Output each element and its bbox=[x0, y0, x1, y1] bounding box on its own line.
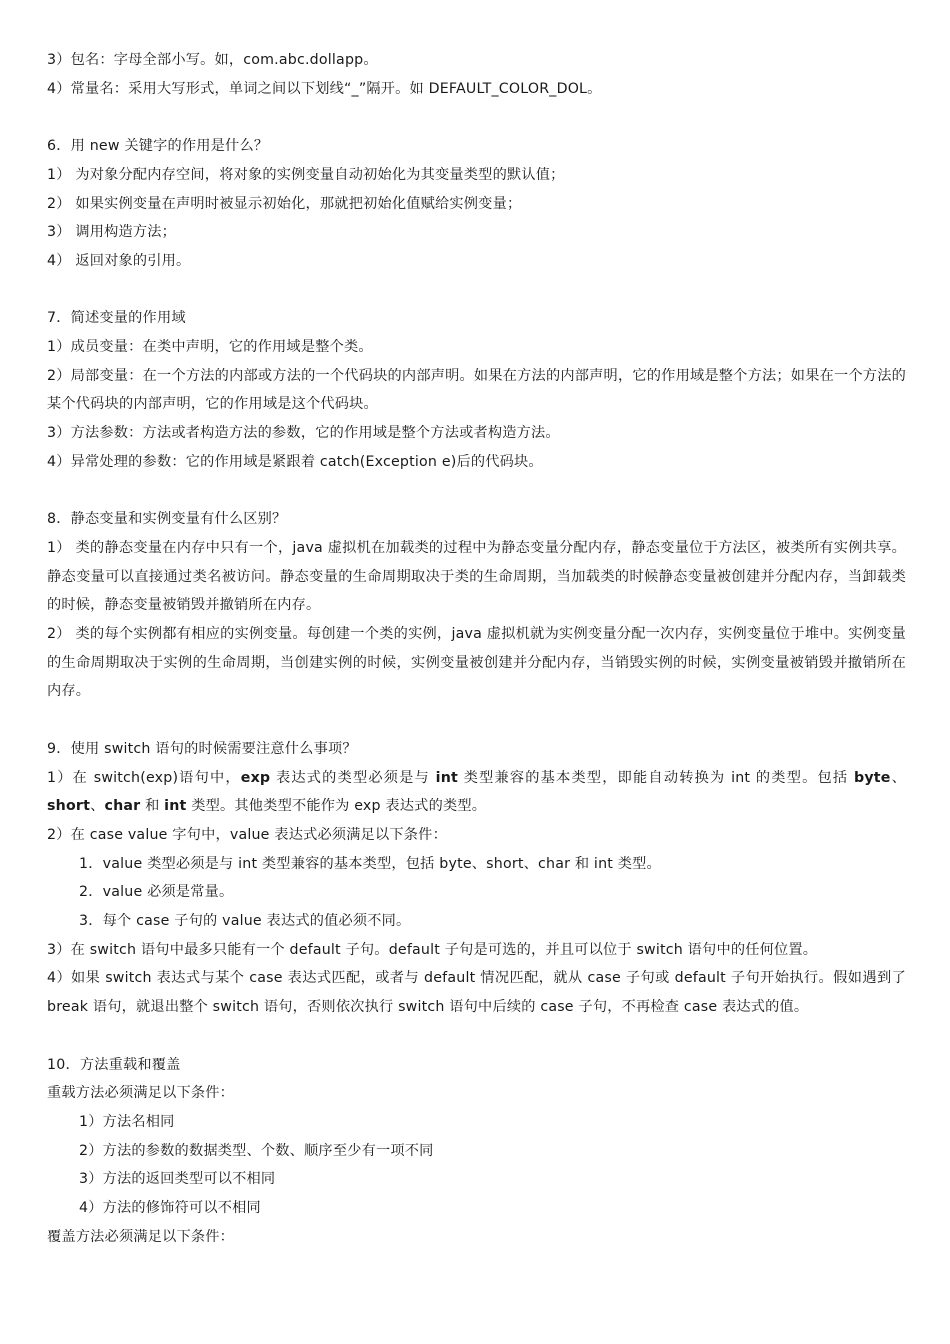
q9-item-4: 4）如果 switch 表达式与某个 case 表达式匹配，或者与 default 情况匹配，就从 case 子句或 default 子句开始执行。假如遇到了 break 语句，就退出整个 switch 语句，否则依次执行 switch 语句中后续的 case 子句，不再检查 case 表达式的值。 bbox=[47, 970, 906, 1016]
q8-heading: 8．静态变量和实例变量有什么区别？ bbox=[47, 511, 287, 528]
q9-sub-2: 2．value 必须是常量。 bbox=[79, 884, 234, 901]
q9-item-1-text-c: 表达式的类型必须是与 bbox=[270, 769, 436, 786]
q7-item-2: 2）局部变量：在一个方法的内部或方法的一个代码块的内部声明。如果在方法的内部声明，它的作用域是整个方法；如果在一个方法的某个代码块的内部声明，它的作用域是这个代码块。 bbox=[47, 367, 906, 413]
q7-item-1: 1）成员变量：在类中声明，它的作用域是整个类。 bbox=[47, 339, 373, 355]
q9-item-1 bbox=[47, 764, 906, 821]
q9-item-1-exp: exp bbox=[240, 769, 271, 786]
q9-item-1-text-a: 1）在 switch(exp)语句中， bbox=[47, 769, 241, 786]
q9-item-1-and: 和 bbox=[140, 798, 165, 815]
overload-item-3: 3）方法的返回类型可以不相同 bbox=[79, 1171, 276, 1188]
q8-item-2: 2） 类的每个实例都有相应的实例变量。每创建一个类的实例，java 虚拟机就为实例变量分配一次内存，实例变量位于堆中。实例变量的生命周期取决于实例的生命周期，当创建实例的时候，实例变量被创建并分配内存，当销毁实例的时候，实例变量被销毁并撤销所在内存。 bbox=[47, 626, 906, 700]
q9-item-1-text-e: 类型兼容的基本类型，即能自动转换为 int 的类型。包括 bbox=[458, 769, 854, 786]
q9-item-2: 2）在 case value 字句中，value 表达式必须满足以下条件： bbox=[47, 826, 447, 843]
q9-sub-3: 3．每个 case 子句的 value 表达式的值必须不同。 bbox=[79, 913, 411, 930]
q6-item-2: 2） 如果实例变量在声明时被显示初始化，那就把初始化值赋给实例变量； bbox=[47, 195, 522, 212]
overload-item-1: 1）方法名相同 bbox=[79, 1113, 175, 1130]
q7-item-4: 4）异常处理的参数：它的作用域是紧跟着 catch(Exception e)后的代码块。 bbox=[47, 453, 543, 470]
q10-heading: 10．方法重载和覆盖 bbox=[47, 1056, 181, 1073]
q6-item-4: 4） 返回对象的引用。 bbox=[47, 252, 191, 269]
q7-item-3: 3）方法参数：方法或者构造方法的参数，它的作用域是整个方法或者构造方法。 bbox=[47, 425, 560, 442]
q9-sub-1: 1．value 类型必须是与 int 类型兼容的基本类型，包括 byte、short、char 和 int 类型。 bbox=[79, 855, 661, 872]
override-intro: 覆盖方法必须满足以下条件： bbox=[47, 1228, 235, 1245]
q9-item-3: 3）在 switch 语句中最多只能有一个 default 子句。default 子句是可选的，并且可以位于 switch 语句中的任何位置。 bbox=[47, 941, 818, 958]
package-name-rule: 3）包名：字母全部小写。如，com.abc.dollapp。 bbox=[47, 52, 378, 68]
q9-item-1-char: char bbox=[104, 798, 141, 815]
q7-heading: 7．简述变量的作用域 bbox=[47, 310, 186, 327]
q8-item-1: 1） 类的静态变量在内存中只有一个，java 虚拟机在加载类的过程中为静态变量分配内存，静态变量位于方法区，被类所有实例共享。静态变量可以直接通过类名被访问。静态变量的生命周期取决于类的生命周期，当加载类的时候静态变量被创建并分配内存，当卸载类的时候，静态变量被销毁并撤销所在内存。 bbox=[47, 539, 906, 614]
q9-item-1-text-m: 类型。其他类型不能作为 exp 表达式的类型。 bbox=[186, 798, 487, 815]
q6-item-3: 3） 调用构造方法； bbox=[47, 224, 177, 241]
constant-name-rule: 4）常量名：采用大写形式，单词之间以下划线“_”隔开。如 DEFAULT_COLOR_DOL。 bbox=[47, 80, 602, 97]
q9-item-1-sep-2: 、 bbox=[90, 798, 105, 815]
q9-item-1-sep-1: 、 bbox=[890, 769, 906, 786]
q9-item-1-int-2: int bbox=[164, 798, 187, 815]
q6-item-1: 1） 为对象分配内存空间，将对象的实例变量自动初始化为其变量类型的默认值； bbox=[47, 166, 565, 183]
q9-item-1-int: int bbox=[435, 769, 458, 786]
q9-item-1-short: short bbox=[47, 798, 91, 815]
overload-item-4: 4）方法的修饰符可以不相同 bbox=[79, 1200, 261, 1217]
q6-heading: 6．用 new 关键字的作用是什么？ bbox=[47, 138, 269, 155]
overload-item-2: 2）方法的参数的数据类型、个数、顺序至少有一项不同 bbox=[79, 1142, 434, 1159]
q9-heading: 9．使用 switch 语句的时候需要注意什么事项？ bbox=[47, 740, 357, 757]
q9-item-1-byte: byte bbox=[853, 769, 891, 786]
overload-intro: 重载方法必须满足以下条件： bbox=[47, 1085, 235, 1102]
